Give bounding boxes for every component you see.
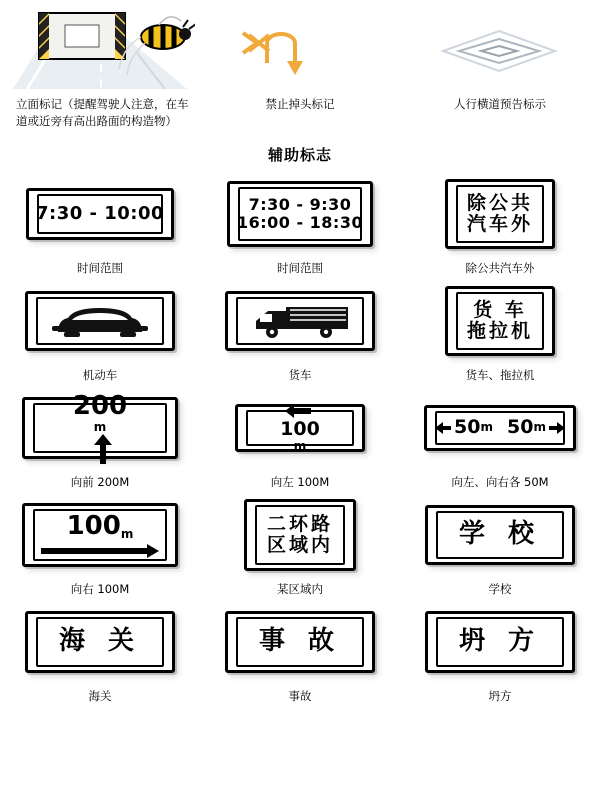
sign-plate — [445, 175, 555, 253]
sign-caption: 向左 100M — [270, 475, 330, 489]
sign-text: 事 故 — [258, 626, 342, 657]
sign-plate — [22, 496, 178, 574]
sign-distance-unit: m — [293, 438, 307, 453]
sign-text: 7:30 - 10:00 — [35, 202, 165, 224]
sign-text-line2: 16:00 - 18:30 — [236, 213, 364, 232]
sign-caption: 某区域内 — [277, 582, 323, 596]
sign-cell-truck-tractor — [400, 282, 600, 383]
sign-plate — [235, 389, 365, 467]
arrow-right-icon — [549, 421, 565, 435]
sign-caption: 时间范围 — [277, 261, 323, 275]
no-u-turn-marking-icon — [200, 6, 400, 94]
sign-plate — [26, 175, 174, 253]
sign-cell-within-area — [200, 496, 400, 597]
arrow-left-icon — [435, 421, 451, 435]
sign-caption: 坍方 — [488, 689, 512, 703]
sign-cell-school — [400, 496, 600, 597]
sign-caption: 海关 — [88, 689, 112, 703]
sign-cell-both-50m — [400, 389, 600, 490]
sign-cell-landslide — [400, 603, 600, 704]
arrow-up-icon — [93, 434, 113, 464]
sign-plate — [425, 603, 575, 681]
car-icon — [48, 302, 152, 340]
sign-plate — [225, 603, 375, 681]
arrow-right-icon — [41, 544, 159, 558]
sign-text: 坍 方 — [458, 626, 542, 657]
special-marking-caption: 人行横道预告标示 — [454, 97, 546, 111]
sign-cell-time-range-single — [0, 175, 200, 276]
sign-caption: 向右 100M — [70, 582, 130, 596]
arrow-left-icon — [285, 403, 311, 419]
sign-text-line1: 二环路 — [266, 512, 333, 535]
sign-text-line1: 除公共 — [466, 191, 533, 214]
sign-text-line1: 7:30 - 9:30 — [248, 195, 352, 215]
object-marker-sign-icon — [0, 6, 200, 94]
sign-cell-left-100m — [200, 389, 400, 490]
sign-cell-except-public-bus — [400, 175, 600, 276]
sign-distance-value-right: 50 — [507, 416, 534, 439]
sign-text-line2: 区域内 — [266, 534, 333, 556]
sign-caption: 向左、向右各 50M — [451, 475, 549, 489]
special-markings-row — [0, 0, 600, 130]
sign-caption: 学校 — [488, 582, 512, 596]
sign-caption: 向前 200M — [70, 475, 130, 489]
sign-cell-customs — [0, 603, 200, 704]
sign-plate — [25, 603, 175, 681]
pedestrian-crossing-ahead-marking-icon — [400, 6, 600, 94]
sign-plate — [25, 282, 175, 360]
sign-distance-value: 100 — [280, 417, 320, 440]
sign-distance-unit-left: m — [480, 420, 493, 435]
sign-caption: 除公共汽车外 — [465, 261, 535, 275]
sign-plate — [445, 282, 555, 360]
sign-cell-accident — [200, 603, 400, 704]
special-marking-caption: 禁止掉头标记 — [265, 97, 335, 111]
sign-cell-right-100m — [0, 496, 200, 597]
auxiliary-signs-grid — [0, 175, 600, 710]
sign-caption: 货车、拖拉机 — [465, 368, 535, 382]
sign-plate — [22, 389, 178, 467]
sign-distance-value-left: 50 — [454, 416, 481, 439]
sign-distance-unit: m — [93, 419, 107, 434]
sign-plate — [227, 175, 373, 253]
section-title: 辅助标志 — [267, 146, 332, 164]
sign-distance-unit: m — [120, 527, 134, 542]
sign-text-line1: 货 车 — [473, 298, 527, 321]
sign-text-line2: 汽车外 — [466, 213, 533, 235]
sign-text: 学 校 — [458, 519, 542, 550]
sign-cell-motor-vehicle — [0, 282, 200, 383]
sign-cell-truck — [200, 282, 400, 383]
special-marking-crossing-ahead — [400, 6, 600, 130]
sign-caption: 机动车 — [82, 368, 118, 382]
special-marking-object-marker — [0, 6, 200, 130]
sign-distance-value: 200 — [72, 390, 128, 421]
sign-text: 海 关 — [58, 626, 142, 657]
sign-plate — [244, 496, 356, 574]
sign-distance-unit-right: m — [533, 420, 546, 435]
sign-cell-ahead-200m — [0, 389, 200, 490]
sign-plate — [424, 389, 576, 467]
sign-text-line2: 拖拉机 — [466, 320, 533, 342]
sign-plate — [425, 496, 575, 574]
special-marking-no-u-turn — [200, 6, 400, 130]
sign-caption: 事故 — [288, 689, 312, 703]
special-marking-caption: 立面标记（提醒驾驶人注意，在车道或近旁有高出路面的构造物） — [16, 97, 189, 128]
sign-cell-time-range-double — [200, 175, 400, 276]
sign-distance-value: 100 — [66, 511, 121, 542]
truck-icon — [246, 301, 354, 341]
sign-caption: 时间范围 — [77, 261, 123, 275]
sign-caption: 货车 — [288, 368, 312, 382]
sign-plate — [225, 282, 375, 360]
